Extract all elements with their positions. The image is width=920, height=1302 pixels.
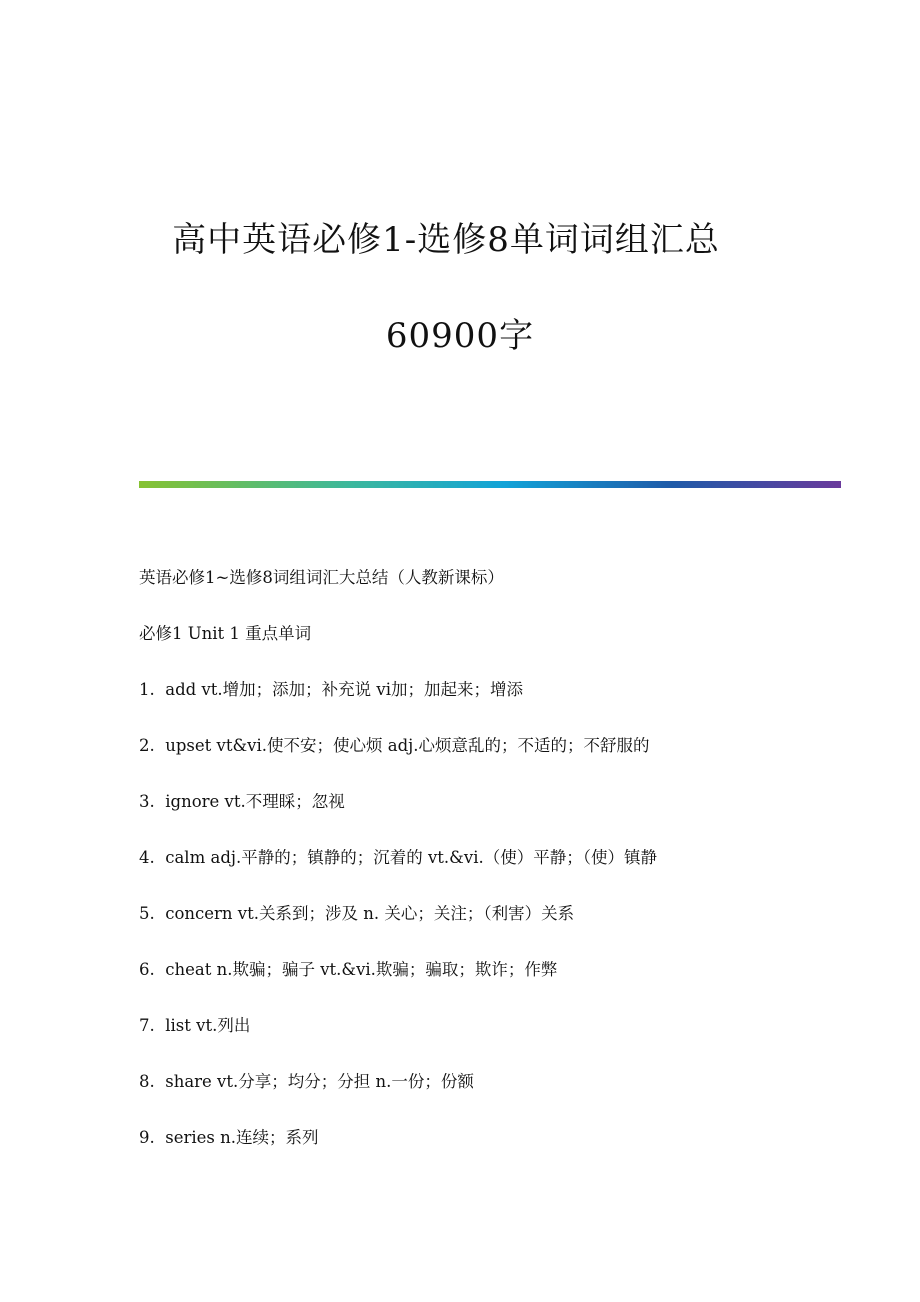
gradient-divider xyxy=(139,481,841,488)
vocab-entry: 5. concern vt.关系到；涉及 n. 关心；关注；（利害）关系 xyxy=(139,904,575,923)
vocab-entry: 2. upset vt&vi.使不安；使心烦 adj.心烦意乱的；不适的；不舒服的 xyxy=(139,736,650,755)
vocab-entry: 6. cheat n.欺骗；骗子 vt.&vi.欺骗；骗取；欺诈；作弊 xyxy=(139,960,558,979)
vocab-entry: 9. series n.连续；系列 xyxy=(139,1128,319,1147)
vocab-entry: 4. calm adj.平静的；镇静的；沉着的 vt.&vi.（使）平静；（使）镇静 xyxy=(139,848,657,867)
vocab-entry: 7. list vt.列出 xyxy=(139,1016,251,1035)
vocab-entry: 3. ignore vt.不理睬；忽视 xyxy=(139,792,345,811)
section-heading: 必修1 Unit 1 重点单词 xyxy=(139,624,312,643)
document-title-line-2: 60900字 xyxy=(385,316,535,356)
document-title-line-1: 高中英语必修1-选修8单词词组汇总 xyxy=(172,220,720,260)
vocab-entry: 8. share vt.分享；均分；分担 n.一份；份额 xyxy=(139,1072,474,1091)
vocab-entry: 1. add vt.增加；添加；补充说 vi加；加起来；增添 xyxy=(139,680,523,699)
intro-text: 英语必修1~选修8词组词汇大总结（人教新课标） xyxy=(139,568,504,587)
